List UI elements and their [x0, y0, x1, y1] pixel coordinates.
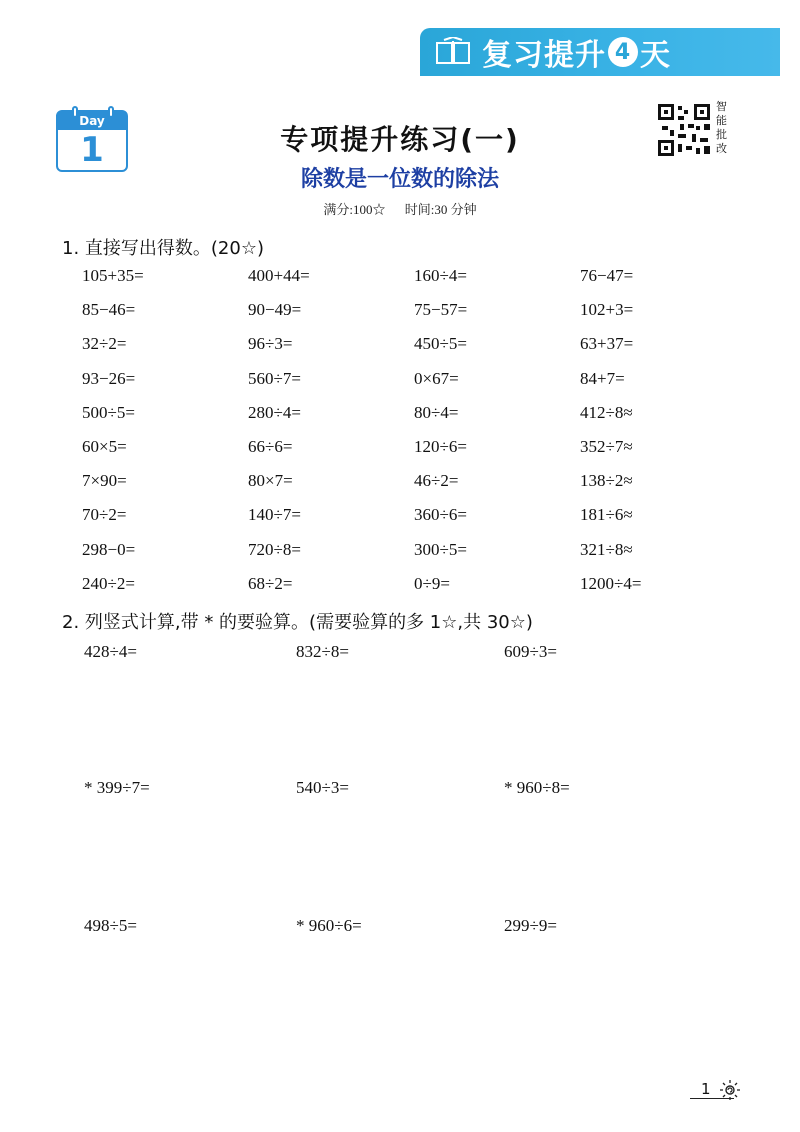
- oral-problem: 500÷5=: [82, 402, 135, 422]
- oral-problem: 240÷2=: [82, 573, 135, 593]
- oral-problem: 0÷9=: [414, 573, 450, 593]
- oral-problem: 68÷2=: [248, 573, 293, 593]
- oral-problem: 560÷7=: [248, 368, 301, 388]
- day-badge-label: Day: [58, 112, 126, 130]
- qr-label-char: 能: [716, 114, 727, 127]
- oral-problem: 85−46=: [82, 300, 136, 320]
- oral-problem: 0×67=: [414, 368, 459, 388]
- vertical-calc-problem: * 399÷7=: [84, 778, 150, 797]
- oral-problem: 140÷7=: [248, 505, 301, 525]
- oral-problem: 76−47=: [580, 266, 634, 285]
- score-time-line: [0, 199, 800, 218]
- oral-problem: 7×90=: [82, 471, 127, 491]
- section-2-heading: 2. 列竖式计算,带 * 的要验算。(需要验算的多 1☆,共 30☆): [62, 612, 533, 633]
- oral-problem: 84+7=: [580, 368, 625, 388]
- sun-swirl-icon: [718, 1078, 742, 1102]
- oral-problem: 300÷5=: [414, 539, 467, 559]
- oral-problem: 66÷6=: [248, 437, 293, 456]
- qr-label: [716, 100, 730, 156]
- banner-title-part2: 天: [640, 38, 671, 73]
- calendar-ring-icon: [108, 106, 114, 118]
- oral-problem: 60×5=: [82, 437, 127, 456]
- oral-problem: 450÷5=: [414, 334, 467, 354]
- oral-problem: 400+44=: [248, 266, 310, 285]
- oral-problem: 46÷2=: [414, 471, 459, 491]
- qr-code-icon[interactable]: [656, 102, 712, 158]
- oral-problem: 105+35=: [82, 266, 144, 285]
- oral-problem: 70÷2=: [82, 505, 127, 525]
- vertical-calc-problem: 299÷9=: [504, 916, 557, 935]
- oral-problem: 1200÷4=: [580, 573, 642, 593]
- time-limit: 时间:30 分钟: [404, 202, 477, 217]
- oral-problem: 93−26=: [82, 368, 136, 388]
- vertical-calc-problem: 428÷4=: [84, 642, 137, 661]
- oral-problem: 80×7=: [248, 471, 293, 491]
- vertical-calc-problem: 540÷3=: [296, 778, 349, 797]
- oral-problem: 280÷4=: [248, 402, 301, 422]
- oral-problem: 63+37=: [580, 334, 634, 354]
- qr-label-char: 批: [716, 128, 727, 141]
- oral-problem: 90−49=: [248, 300, 302, 320]
- open-book-icon: [434, 37, 472, 67]
- oral-problem: 360÷6=: [414, 505, 467, 525]
- vertical-calc-problem: 498÷5=: [84, 916, 137, 935]
- vertical-calc-problem: * 960÷6=: [296, 916, 362, 935]
- oral-problem: 352÷7≈: [580, 437, 633, 456]
- oral-problem: 412÷8≈: [580, 402, 633, 422]
- day-badge-number: 1: [80, 130, 104, 170]
- banner-title: [482, 30, 671, 74]
- vertical-calc-problem: 609÷3=: [504, 642, 557, 661]
- oral-problem: 181÷6≈: [580, 505, 633, 525]
- oral-problem: 96÷3=: [248, 334, 293, 354]
- banner-title-number: 4: [608, 37, 638, 67]
- banner-title-part1: 复习提升: [482, 38, 606, 73]
- oral-problem: 120÷6=: [414, 437, 467, 456]
- page-subtitle: 除数是一位数的除法: [300, 167, 499, 192]
- oral-problem: 102+3=: [580, 300, 634, 320]
- oral-problem: 32÷2=: [82, 334, 127, 354]
- vertical-calc-problem: * 960÷8=: [504, 778, 570, 797]
- section-1-heading: 1. 直接写出得数。(20☆): [62, 238, 264, 259]
- vertical-calc-problem: 832÷8=: [296, 642, 349, 661]
- page-number: 1: [701, 1080, 711, 1098]
- qr-label-char: 改: [716, 142, 727, 155]
- oral-problem: 720÷8=: [248, 539, 301, 559]
- oral-problem: 80÷4=: [414, 402, 459, 422]
- oral-problem: 138÷2≈: [580, 471, 633, 491]
- full-score: 满分:100☆: [323, 202, 386, 217]
- calendar-ring-icon: [72, 106, 78, 118]
- oral-problem: 75−57=: [414, 300, 468, 320]
- qr-label-char: 智: [716, 100, 727, 113]
- oral-problem: 298−0=: [82, 539, 136, 559]
- header-banner: [420, 28, 780, 76]
- page-title: 专项提升练习(一): [280, 123, 520, 156]
- oral-problem: 160÷4=: [414, 266, 467, 285]
- oral-problem: 321÷8≈: [580, 539, 633, 559]
